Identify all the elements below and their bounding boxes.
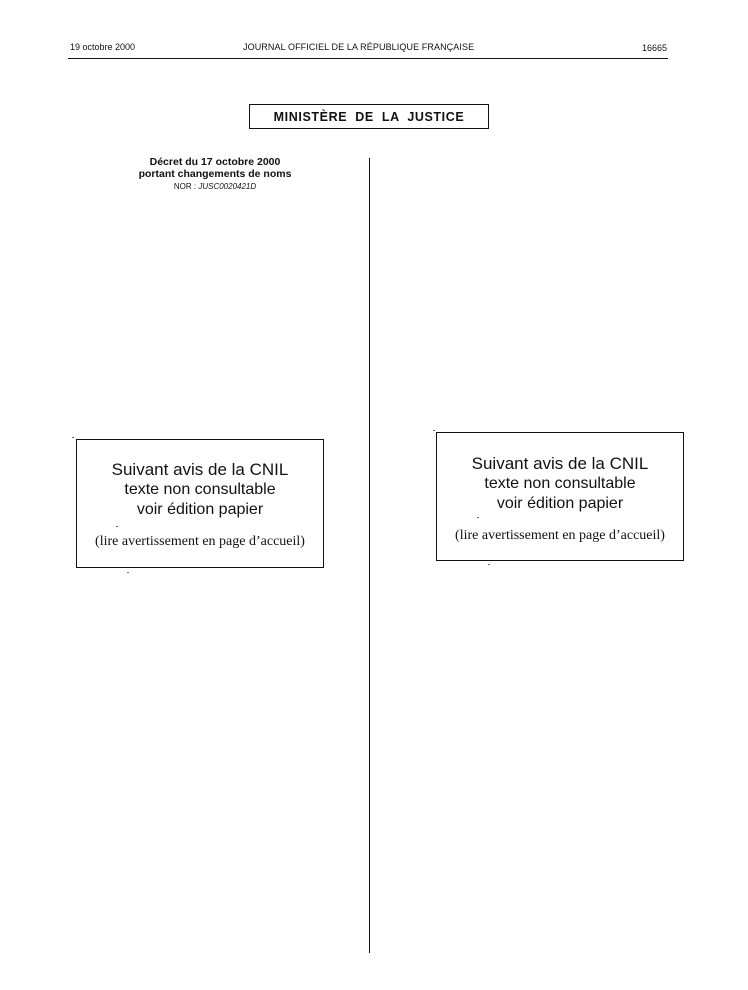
column-divider	[369, 158, 370, 953]
nor-code: JUSC0020421D	[198, 182, 257, 191]
header-divider	[68, 58, 668, 59]
scan-speck	[116, 526, 118, 527]
decree-title-line1: Décret du 17 octobre 2000	[149, 156, 281, 168]
header-date: 19 octobre 2000	[70, 42, 136, 52]
ministry-heading: MINISTÈRE DE LA JUSTICE	[249, 104, 489, 129]
decree-heading	[110, 156, 320, 193]
notice-note: (lire avertissement en page d’accueil)	[455, 528, 665, 543]
header-journal-title: JOURNAL OFFICIEL DE LA RÉPUBLIQUE FRANÇAISE	[243, 42, 475, 52]
notice-line1: Suivant avis de la CNIL	[471, 454, 649, 473]
notice-line2: texte non consultable	[484, 475, 636, 492]
cnil-notice-left	[76, 439, 324, 568]
nor-label: NOR :	[173, 182, 197, 191]
scan-speck	[488, 564, 490, 565]
scan-speck	[477, 517, 479, 518]
notice-line1: Suivant avis de la CNIL	[111, 460, 289, 479]
notice-line3: voir édition papier	[496, 495, 624, 512]
scan-speck	[433, 430, 435, 431]
scan-speck	[72, 437, 74, 438]
notice-line2: texte non consultable	[124, 481, 276, 498]
notice-line3: voir édition papier	[136, 501, 264, 518]
decree-title-line2: portant changements de noms	[138, 168, 292, 180]
notice-note: (lire avertissement en page d’accueil)	[95, 534, 305, 549]
cnil-notice-right	[436, 432, 684, 561]
scan-speck	[127, 572, 129, 573]
nor-reference	[110, 181, 320, 193]
header-page-number: 16665	[642, 43, 668, 53]
